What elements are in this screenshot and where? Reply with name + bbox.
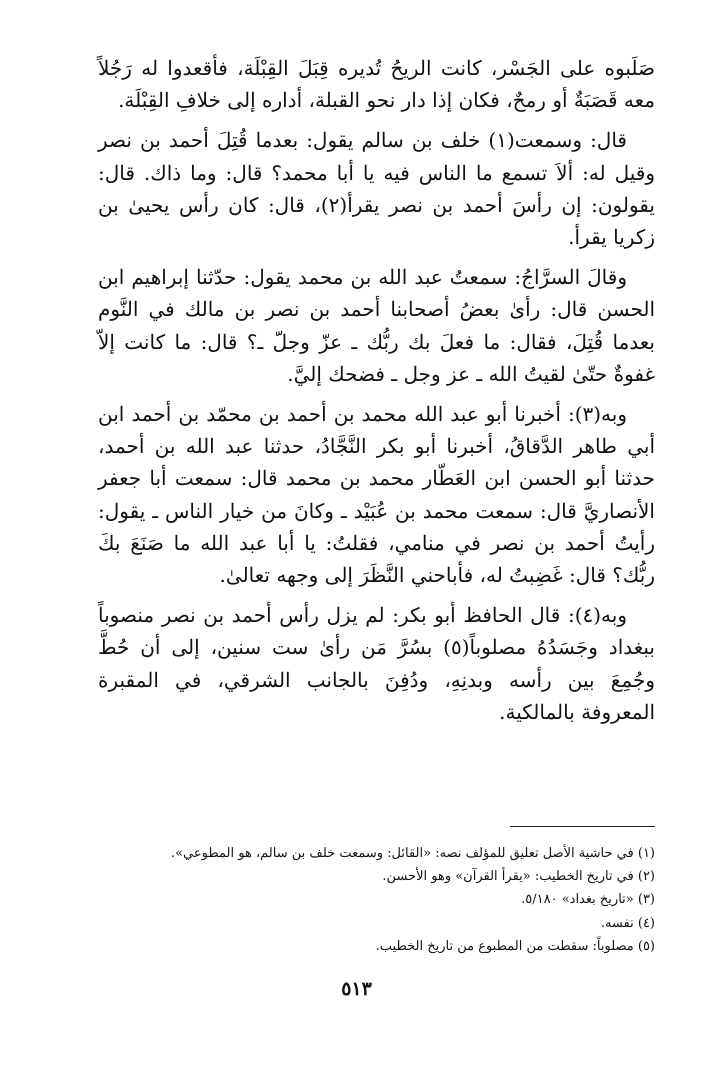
page-number: ٥١٣ — [341, 978, 372, 1000]
footnotes — [98, 842, 655, 958]
footnote-5: (٥) مصلوباً: سقطت من المطبوع من تاريخ الخطيب. — [375, 938, 655, 954]
paragraph-5: وبه(٤): قال الحافظ أبو بكر: لم يزل رأس أحمد بن نصر منصوباً ببغداد وجَسَدُهُ مصلوباً(٥) بسُرَّ مَن رأىٰ ست سنين، إلى أن حُطَّ وجُمِعَ بين رأسه وبدنِهِ، ودُفِنَ بالجانب الشرقي، في المقبرة المعروفة بالمالكية. — [98, 603, 655, 724]
main-text — [98, 52, 655, 736]
paragraph-1: صَلَبوه على الجَسْر، كانت الريحُ تُديره قِبَلَ القِبْلَة، فأقعدوا له رَجُلاً معه قَصَبَةٌ أو رمحٌ، فكان إذا دار نحو القبلة، أداره إلى خلافِ القِبْلَة. — [98, 56, 655, 113]
footnote-3: (٣) «تاريخ بغداد» ٥/١٨٠. — [521, 892, 655, 908]
paragraph-3: وقالَ السرَّاجُ: سمعتُ عبد الله بن محمد يقول: حدّثنا إبراهيم ابن الحسن قال: رأىٰ بعضُ أصحابنا أحمد بن نصر بن مالك في النَّوم بعدما قُتِلَ، فقال: ما فعلَ بك ربُّك ـ عزّ وجلّ ـ؟ قال: ما كانت إلاّ غفوةٌ حتّىٰ لقيتُ الله ـ عز وجل ـ فضحك إليَّ. — [98, 265, 655, 386]
footnote-2: (٢) في تاريخ الخطيب: «يقرأ القرآن» وهو الأحسن. — [382, 869, 655, 885]
paragraph-2: قال: وسمعت(١) خلف بن سالم يقول: بعدما قُتِلَ أحمد بن نصر وقيل له: ألاَ تسمع ما الناس فيه يا أبا محمد؟ قال: وما ذاك. قال: يقولون: إن رأسَ أحمد بن نصر يقرأ(٢)، قال: كان رأس يحيىٰ بن زكريا يقرأ. — [98, 128, 655, 250]
footnote-separator — [510, 826, 655, 827]
footnote-1: (١) في حاشية الأصل تعليق للمؤلف نصه: «القائل: وسمعت خلف بن سالم، هو المطوعي». — [170, 846, 655, 861]
paragraph-4: وبه(٣): أخبرنا أبو عبد الله محمد بن أحمد بن محمّد بن أحمد ابن أبي طاهر الدَّقاقُ، أخبرنا أبو بكر النَّجَّادُ، حدثنا عبد الله بن أحمد، حدثنا أبو الحسن ابن العَطّار محمد بن محمد قال: سمعت أبا جعفر الأنصاريَّ قال: سمعت محمد بن عُبَيْد ـ وكانَ من خيار الناس ـ يقول: رأيتُ أحمد بن نصر في منامي، فقلتُ: يا أبا عبد الله ما صَنَعَ بكَ ربُّك؟ قال: غَضِبتُ له، فأباحني النَّظَرَ إلى وجهه تعالىٰ. — [98, 402, 655, 588]
footnote-4: (٤) نفسه. — [600, 915, 655, 931]
